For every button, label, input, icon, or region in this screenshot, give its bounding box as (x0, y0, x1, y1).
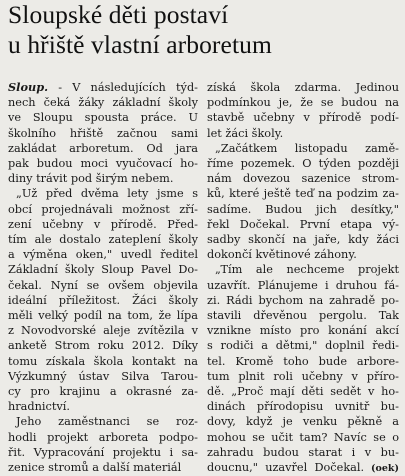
left-column-line: zenice stromů a další materiál (8, 461, 182, 475)
right-column-line: vznikne místo pro konání akcí (207, 324, 399, 338)
left-column-line: tomu získala škola kontakt na (8, 354, 198, 368)
right-column-line: nám dovezou sazenice strom- (207, 172, 399, 186)
right-column-line: dinách přírodopisu uvnitř bu- (207, 400, 399, 414)
right-column-line: ků, které ještě teď na podzim za- (207, 187, 399, 201)
headline-line-1: Sloupské děti postaví (8, 0, 229, 29)
left-column-line: obcí projednávali možnost zří- (8, 202, 198, 216)
dateline-rest: - V následujících týd- (48, 81, 198, 94)
left-column-line: Jeho zaměstnanci se roz- (16, 415, 198, 429)
left-column-line: hodli projekt arboreta podpo- (8, 430, 198, 444)
left-column-line: ideální příležitost. Žáci školy (8, 293, 198, 307)
left-column-line: z Novodvorské aleje zvítězila v (8, 324, 198, 338)
right-column-line: tum plnit roli učebny v příro- (207, 369, 399, 383)
left-column-line: diny trávit pod širým nebem. (8, 172, 174, 186)
article-headline (8, 0, 403, 60)
left-column-line (8, 80, 198, 95)
right-column-line: doucnu," uzavřel Dočekal. (oek) (207, 461, 399, 475)
right-column-line: let žáci školy. (207, 126, 284, 140)
right-column-line: stavbě učebny v přírodě podí- (207, 111, 399, 125)
article-column-right (207, 80, 399, 476)
left-column-line: pak budou moci vyučovací ho- (8, 157, 198, 171)
right-column-line: říme pozemek. O týden později (207, 157, 399, 171)
right-column-line: mohou se učit tam? Navíc se o (207, 430, 399, 444)
left-column-line: Základní školy Sloup Pavel Do- (8, 263, 198, 277)
left-column-line: měli velký podíl na tom, že lípa (8, 309, 198, 323)
right-column-line: tel. Kromě toho bude arbore- (207, 354, 399, 368)
author-signature: (oek) (364, 463, 399, 475)
left-column-line: hradnictví. (8, 400, 70, 414)
right-column-line: dě. „Proč mají děti sedět v ho- (207, 385, 399, 399)
left-column-line: zakládat arboretum. Od jara (8, 141, 198, 155)
left-column-line: nech čeká žáky základní školy (8, 96, 198, 110)
right-column-line: uzavřít. Plánujeme i druhou fá- (207, 278, 399, 292)
right-column-line: podmínkou je, že se budou na (207, 96, 399, 110)
left-column-line: zení učebny v přírodě. Před- (8, 217, 198, 231)
right-column-line: dokončí květinové záhony. (207, 248, 357, 262)
left-column-line: ve Sloupu spousta práce. U (8, 111, 198, 125)
left-column-line: a výměna oken," uvedl ředitel (8, 248, 198, 262)
left-column-line: školního hřiště začnou sami (8, 126, 198, 140)
right-column-line: řekl Dočekal. První etapa vý- (207, 217, 399, 231)
left-column-line: „Už před dvěma lety jsme s (16, 187, 198, 201)
article-column-left (8, 80, 198, 475)
headline-line-2: u hřiště vlastní arboretum (8, 30, 272, 59)
left-column-line: tím ale dostalo zateplení školy (8, 233, 198, 247)
dateline: Sloup. (8, 80, 49, 94)
right-column-line: s rodiči a dětmi," doplnil ředi- (207, 339, 399, 353)
left-column-line: cy pro krajinu a okrasné za- (8, 385, 198, 399)
right-column-line: dovy, když je venku pěkně a (207, 415, 399, 429)
right-column-line: zahradu budou starat i v bu- (207, 445, 399, 459)
right-column-line: sadby skončí na jaře, kdy žáci (207, 233, 399, 247)
right-column-line: získá škola zdarma. Jedinou (207, 81, 399, 94)
right-column-line: stavili dřevěnou pergolu. Tak (207, 309, 399, 323)
left-column-line: anketě Strom roku 2012. Díky (8, 339, 198, 353)
right-column-line: zi. Rádi bychom na zahradě po- (207, 293, 399, 307)
left-column-line: řit. Vypracování projektu i sa- (8, 445, 198, 459)
left-column-line: Výzkumný ústav Silva Tarou- (8, 369, 198, 383)
right-column-line: „Tím ale nechceme projekt (215, 263, 399, 277)
left-column-line: čekal. Nyní se ovšem objevila (8, 278, 198, 292)
right-column-line: sadíme. Budou jich desítky," (207, 202, 399, 216)
right-column-line: „Začátkem listopadu zamě- (215, 141, 399, 155)
